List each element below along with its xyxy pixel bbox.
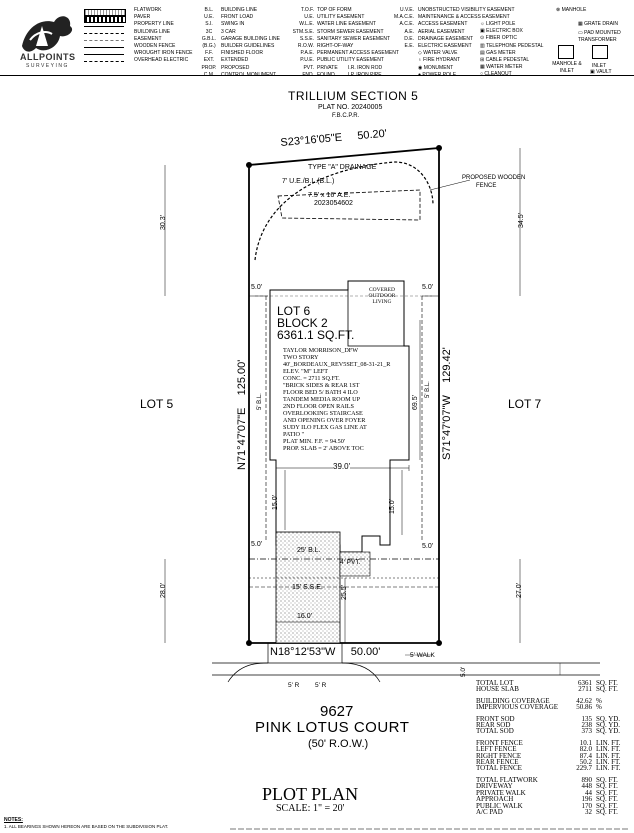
walk-width: 5.0' xyxy=(460,666,467,677)
wooden-fence xyxy=(255,162,433,260)
notes-line-1: 1. ALL BEARINGS SHOWN HEREON ARE BASED ON THE SUBDIVISION PLAT. xyxy=(4,824,169,829)
street-name: PINK LOTUS COURT xyxy=(255,719,410,736)
quantity-table xyxy=(476,680,634,815)
notes-faded-line xyxy=(230,828,630,830)
table-group-lot: TOTAL LOT 6361 SQ. FT. HOUSE SLAB 2711 SQ. FT. xyxy=(476,679,618,694)
house-notes: TAYLOR MORRISON_DFW TWO STORY 40'_BORDEAUX_REV5SET_08-31-21_R ELEV. "M" LEFT CONC. = 2711 SQ.FT. "BRICK SIDES & REAR 1ST FLOOR BED 5/ BATH 4 ILO TANDEM MEDIA ROOM UP 2ND FLOOR OPEN RAILS OVERLOOKING STAIRCASE AND OPENING OVER FOYER SUDY ILO FLEX GAS LINE AT PATIO " PLAT MIN. F.F. = 94.50' PROP. SLAB = 2' ABOVE TOC xyxy=(283,347,391,452)
logo-text: ALLPOINTS xyxy=(20,52,76,62)
notes-section xyxy=(0,815,634,833)
ae-label: 7.5' x 16' A.E. xyxy=(308,192,351,199)
front-building-line: 25' B.L. xyxy=(297,547,321,554)
table-group-fence: FRONT FENCE 10.1 LIN. FT. LEFT FENCE 82.0 LIN. FT. RIGHT FENCE 87.4 LIN. FT. REAR FENCE 50.2 LIN. FT. TOTAL FENCE 229.7 LIN. FT. xyxy=(476,738,621,773)
dim-front-mid: 25.5' xyxy=(341,585,348,600)
legend-col4-text: UNOBSTRUCTED VISIBILITY EASEMENT MAINTENANCE & ACCESS EASEMENT ACCESS EASEMENT AERIAL EASEMENT DRAINAGE EASEMENT ELECTRIC EASEMENT ◇ WATER VALVE ♁ FIRE HYDRANT ◉ MONUMENT ● POWER POLE xyxy=(418,7,515,78)
radius-left: 5' R xyxy=(288,682,300,689)
ue-label: 7' U.E./B.L.(B.L.) xyxy=(282,178,335,185)
front-setback-right: 15.0' xyxy=(389,499,396,514)
lot-label: LOT 6 BLOCK 2 6361.1 SQ.FT. xyxy=(277,304,355,342)
side-setback-right2: 5.0' xyxy=(422,543,434,550)
legend-col2-text: BUILDING LINE FRONT LOAD SWING IN 3 CAR GARAGE BUILDING LINE BUILDER GUIDELINES FINISHED FLOOR EXTENDED PROPOSED CONTROL MONUMENT xyxy=(221,7,280,78)
legend-col1-labels: FLATWORK PAVER PROPERTY LINE BUILDING LINE EASEMENT WOODEN FENCE WROUGHT IRON FENCE OVERHEAD ELECTRIC xyxy=(134,7,193,64)
fence-label: PROPOSED WOODEN FENCE xyxy=(462,175,526,189)
table-group-sod: FRONT SOD 135 SQ. YD. REAR SOD 238 SQ. YD. TOTAL SOD 373 SQ. YD. xyxy=(476,714,621,736)
radius-right: 5' R xyxy=(315,682,327,689)
subdivision-name: TRILLIUM SECTION 5 xyxy=(288,89,419,103)
bl-left: 5' B.L. xyxy=(257,393,263,410)
sse-label: 15' S.S.E. xyxy=(292,584,323,591)
legend-col3-abbr: T.O.F. U.E. W.L.E. STM.S.E. S.S.E. R.O.W. P.A.E. P.U.E. PVT. FND. xyxy=(292,7,314,78)
plat-number: PLAT NO. 20240005 xyxy=(318,104,383,111)
legend-header: ALLPOINTS SURVEYING FLATWORK PAVER PROPERTY LINE BUILDING LINE EASEMENT WOODEN FENCE WROUGHT IRON FENCE OVERHEAD ELECTRIC B.L. U.E. S.I. 3C G.B.L. (B.G.) F.F. EXT. PROP. C.M. BUILDING LINE FRONT LOAD SWING IN 3 CAR GARAGE BUILDING LINE BUILDER GUIDELINES FINISHED FLOOR EXTENDED PROPOSED CONTROL MONUMENT T.O.F. U.E. W.L.E. STM.S.E. S.S.E. R.O.W. P.A.E. P.U.E. PVT. FND. TOP OF FORM UTILITY EASEMENT WATER LINE EASEMENT STORM SEWER EASEMENT SANITARY SEWER EASEMENT RIGHT-OF-WAY PERMANENT ACCESS EASEMENT PUBLIC UTILITY EASEMENT PRIVATE FOUND I.R. IRON ROD I.P. IRON PIPE U.V.E. M.A.C.E. A.C.E. A.E. D.E. E.E. UNOBSTRUCTED VISIBILITY EASEMENT MAINTENANCE & ACCESS EASEMENT ACCESS EASEMENT AERIAL EASEMENT DRAINAGE EASEMENT ELECTRIC EASEMENT ◇ WATER VALVE ♁ FIRE HYDRANT ◉ MONUMENT ● POWER POLE ☼ LIGHT POLE ▣ ELECTRIC BOX ⊙ FIBER OPTIC ▥ TELEPHONE PEDESTAL ▤ GAS METER ⊞ CABLE PEDESTAL ▦ WATER METER ○ CLEANOUT ⊗ MANHOLE ▦ GRATE DRAIN ▭ PAD MOUNTED TRANSFORMER MANHOLE & INLET INLET ▣ VAULT xyxy=(0,0,634,76)
house-width: 39.0' xyxy=(333,462,351,471)
house-depth: 69.5' xyxy=(412,395,419,410)
legend-col2-abbr: B.L. U.E. S.I. 3C G.B.L. (B.G.) F.F. EXT. PROP. C.M. xyxy=(201,7,217,78)
side-setback-right: 5.0' xyxy=(422,284,434,291)
street-number: 9627 xyxy=(320,703,354,720)
plot-plan-scale: SCALE: 1" = 20' xyxy=(276,803,345,814)
bl-right: 5' B.L. xyxy=(425,381,431,398)
walk-label: 5' WALK xyxy=(410,652,435,659)
bottom-bearing: N18°12'53"W 50.00' xyxy=(270,646,381,658)
right-neighbor: LOT 7 xyxy=(508,397,542,411)
legend-col3-text: TOP OF FORM UTILITY EASEMENT WATER LINE EASEMENT STORM SEWER EASEMENT SANITARY SEWER EASEMENT RIGHT-OF-WAY PERMANENT ACCESS EASEMENT PUBLIC UTILITY EASEMENT PRIVATE FOUND xyxy=(317,7,399,78)
dim-top-left: 30.3' xyxy=(160,215,167,230)
drainage-label: TYPE "A" DRAINAGE xyxy=(308,164,377,171)
front-setback-left: 15.0' xyxy=(272,495,279,510)
plat-record: F.B.C.P.R. xyxy=(332,113,360,119)
side-setback-left2: 5.0' xyxy=(251,541,263,548)
dim-top-right: 34.5' xyxy=(518,213,525,228)
right-bearing: S71°47'07"W 129.42' xyxy=(441,347,453,460)
top-bearing: S23°16'05"E 50.20' xyxy=(280,127,388,149)
logo-subtitle: SURVEYING xyxy=(26,63,69,69)
street-row: (50' R.O.W.) xyxy=(308,738,369,750)
dim-front-left: 28.0' xyxy=(160,583,167,598)
table-group-coverage: BUILDING COVERAGE 42.62 % IMPERVIOUS COVERAGE 50.86 % xyxy=(476,696,602,712)
plot-plan-title: PLOT PLAN xyxy=(262,784,359,804)
notes-header: NOTES: xyxy=(4,817,23,823)
table-group-flatwork: TOTAL FLATWORK 890 SQ. FT. DRIVEWAY 448 SQ. FT. PRIVATE WALK 44 SQ. FT. APPROACH 196 SQ. FT. PUBLIC WALK 170 SQ. FT. A/C PAD 32 SQ. FT. xyxy=(476,775,618,816)
legend-col3b: I.R. IRON ROD I.P. IRON PIPE xyxy=(348,64,383,78)
side-setback-left: 5.0' xyxy=(251,284,263,291)
covered-living-label: COVERED OUTDOOR LIVING xyxy=(368,287,396,305)
legend-col5: ☼ LIGHT POLE ▣ ELECTRIC BOX ⊙ FIBER OPTIC ▥ TELEPHONE PEDESTAL ▤ GAS METER ⊞ CABLE PEDESTAL ▦ WATER METER ○ CLEANOUT xyxy=(480,21,544,78)
dim-front-right: 27.0' xyxy=(516,583,523,598)
left-bearing: N71°47'07"E 125.00' xyxy=(236,359,248,470)
ae-number: 2023054602 xyxy=(314,200,353,207)
left-neighbor: LOT 5 xyxy=(140,397,174,411)
driveway-width: 16.0' xyxy=(297,613,312,620)
legend-col4-abbr: U.V.E. M.A.C.E. A.C.E. A.E. D.E. E.E. xyxy=(393,7,414,49)
private-walk-label: 4' PVT. xyxy=(340,559,361,566)
